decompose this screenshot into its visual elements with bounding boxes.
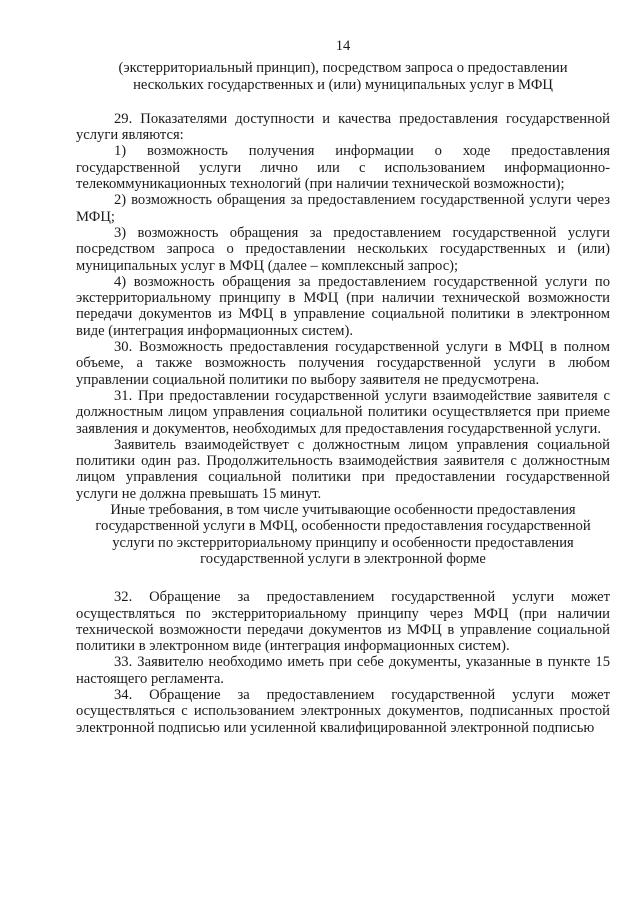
paragraph-29-item-2: 2) возможность обращения за предоставлением государственной услуги через МФЦ; [76,192,610,225]
paragraph-33: 33. Заявителю необходимо иметь при себе документы, указанные в пункте 15 настоящего регламента. [76,654,610,687]
paragraph-30: 30. Возможность предоставления государственной услуги в МФЦ в полном объеме, а также возможность получения государственной услуги в любом управлении социальной политики по выбору заявителя не предусмотрена. [76,339,610,388]
paragraph-34: 34. Обращение за предоставлением государственной услуги может осуществляться с использованием электронных документов, подписанных простой электронной подписью или усиленной квалифицированной электронной подписью [76,686,610,736]
paragraph-29-item-3: 3) возможность обращения за предоставлением государственной услуги посредством запроса о предоставлении нескольких государственных и (или) муниципальных услуг в МФЦ (далее – комплексный запрос); [76,224,610,274]
paragraph-29: 29. Показателями доступности и качества предоставления государственной услуги являются: [76,110,610,144]
page-number: 14 [335,38,351,54]
section-heading: Иные требования, в том числе учитывающие особенности предоставления государственной услуги в МФЦ, особенности предоставления государственной услуги по экстерриториальному принципу и особенности предоставления государственной услуги в электронной форме [95,502,591,567]
intro-line-2: нескольких государственных и (или) муниципальных услуг в МФЦ [133,76,553,93]
intro-line-1: (экстерриториальный принцип), посредством запроса о предоставлении [118,60,568,77]
document-page [76,38,610,736]
paragraph-32: 32. Обращение за предоставлением государственной услуги может осуществляться по экстерриториальному принципу через МФЦ (при наличии технической возможности передачи документов из МФЦ в управление социальной политики в электронном виде (интеграция информационных систем). [76,589,610,655]
paragraph-31-continued: Заявитель взаимодействует с должностным лицом управления социальной политики один раз. Продолжительность взаимодействия заявителя с должностным лицом управления социальной политики при предоставлении государственной услуги не должна превышать 15 минут. [76,436,610,502]
paragraph-29-item-4: 4) возможность обращения за предоставлением государственной услуги по экстерриториальному принципу в МФЦ (при наличии технической возможности передачи документов из МФЦ в управление социальной политики в электронном виде (интеграция информационных систем). [76,273,610,339]
paragraph-31: 31. При предоставлении государственной услуги взаимодействие заявителя с должностным лицом управления социальной политики осуществляется при приеме заявления и документов, необходимых для предоставления государственной услуги. [76,387,610,437]
paragraph-29-item-1: 1) возможность получения информации о ходе предоставления государственной услуги лично или с использованием информационно-телекоммуникационных технологий (при наличии технической возможности); [76,143,610,193]
